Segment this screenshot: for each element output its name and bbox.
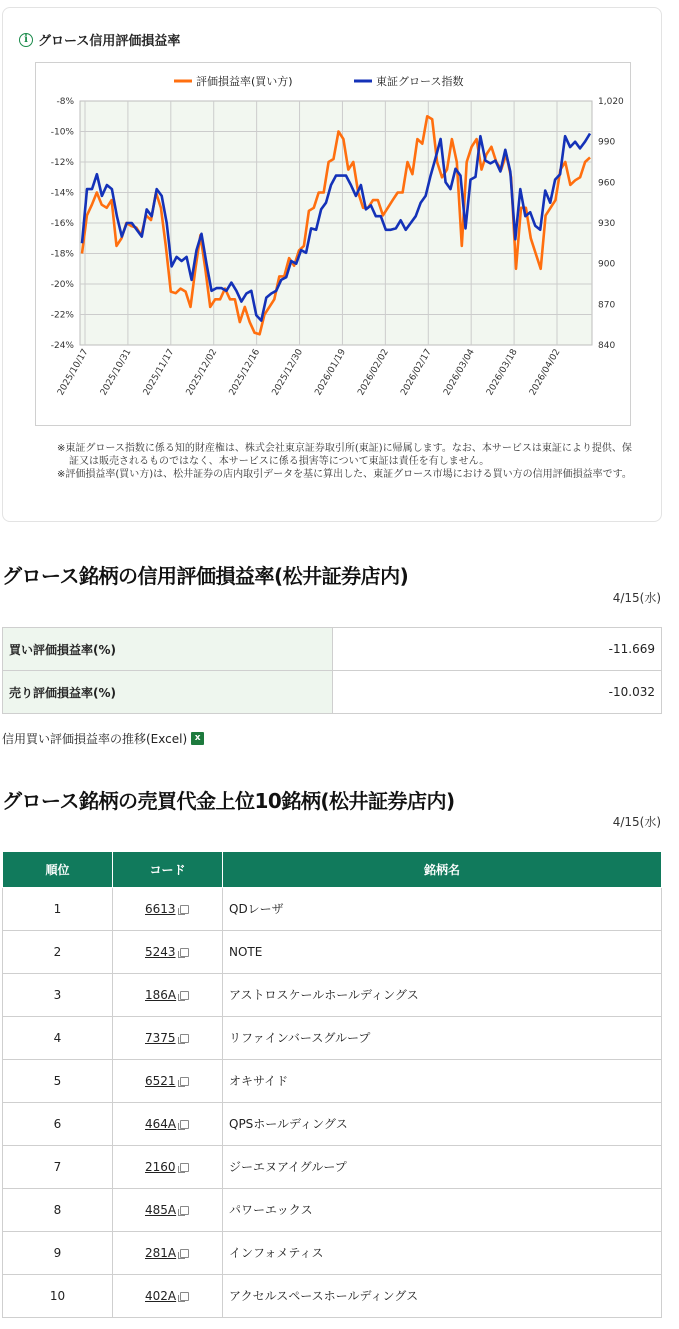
stock-name-cell: ジーエヌアイグループ: [223, 1145, 662, 1188]
rate-date: 4/15(水): [612, 591, 661, 605]
y-right-tick-label: 930: [598, 219, 616, 229]
chart-notes: [57, 442, 637, 481]
header-code: コード: [113, 852, 223, 887]
y-left-tick-label: -10%: [50, 127, 74, 138]
copy-icon[interactable]: [180, 991, 189, 1000]
legend-label-1: 評価損益率(買い方): [196, 75, 293, 88]
sell-rate-value: -10.032: [333, 671, 662, 714]
ranking-body: [3, 887, 662, 1317]
rank-cell: 3: [3, 973, 113, 1016]
y-left-tick-label: -8%: [56, 97, 74, 107]
rank-date: 4/15(水): [612, 815, 661, 829]
x-tick-label: 2025/12/02: [184, 347, 220, 398]
x-tick-label: 2025/10/17: [56, 347, 91, 398]
buy-rate-value: -11.669: [333, 628, 662, 671]
x-tick-label: 2026/03/18: [485, 347, 520, 398]
x-tick-label: 2026/01/19: [313, 347, 349, 398]
y-right-tick-label: 840: [598, 341, 616, 351]
rank-cell: 2: [3, 930, 113, 973]
y-left-tick-label: -16%: [50, 219, 74, 229]
x-tick-label: 2026/04/02: [528, 347, 563, 398]
stock-code-link[interactable]: 281A: [145, 1245, 177, 1260]
x-tick-label: 2025/10/31: [98, 347, 134, 398]
rate-section-title: グロース銘柄の信用評価損益率(松井証券店内): [2, 564, 409, 588]
code-cell: [113, 1059, 223, 1102]
stock-name-cell: アストロスケールホールディングス: [223, 973, 662, 1016]
copy-icon[interactable]: [180, 1249, 189, 1258]
y-right-tick-label: 990: [598, 137, 616, 148]
rank-cell: 9: [3, 1231, 113, 1274]
x-tick-label: 2025/12/30: [270, 347, 306, 398]
table-row: [3, 1188, 662, 1231]
excel-download-link[interactable]: [2, 730, 204, 747]
stock-name-cell: QDレーザ: [223, 887, 662, 930]
y-right-tick-label: 1,020: [598, 97, 624, 107]
table-row: [3, 887, 662, 930]
stock-name-cell: インフォメティス: [223, 1231, 662, 1274]
table-row: [3, 1059, 662, 1102]
rank-cell: 6: [3, 1102, 113, 1145]
table-row: [3, 1145, 662, 1188]
table-row: [3, 1016, 662, 1059]
code-cell: [113, 1145, 223, 1188]
stock-code-link[interactable]: 6613: [145, 901, 176, 916]
chart-note-2: ※評価損益率(買い方)は、松井証券の店内取引データを基に算出した、東証グロース市場における買い方の信用評価損益率です。: [57, 469, 632, 480]
copy-icon[interactable]: [180, 1163, 189, 1172]
rate-table: [2, 627, 662, 714]
rank-cell: 10: [3, 1274, 113, 1317]
code-cell: [113, 1274, 223, 1317]
y-left-tick-label: -20%: [50, 280, 74, 290]
chart-frame: [35, 62, 631, 426]
stock-code-link[interactable]: 402A: [145, 1288, 177, 1303]
copy-icon[interactable]: [180, 905, 189, 914]
header-name: 銘柄名: [223, 852, 662, 887]
stock-code-link[interactable]: 5243: [145, 944, 176, 959]
ranking-table: [2, 852, 662, 1318]
table-row: [3, 628, 662, 671]
y-left-tick-label: -22%: [50, 310, 74, 321]
ranking-header-row: [3, 852, 662, 887]
stock-code-link[interactable]: 186A: [145, 987, 177, 1002]
copy-icon[interactable]: [180, 1206, 189, 1215]
rank-cell: 7: [3, 1145, 113, 1188]
rank-section-title: グロース銘柄の売買代金上位10銘柄(松井証券店内): [2, 789, 455, 813]
y-left-tick-label: -14%: [50, 188, 74, 199]
x-tick-label: 2025/12/16: [227, 347, 263, 398]
x-tick-label: 2026/02/17: [399, 347, 434, 398]
y-right-tick-label: 900: [598, 259, 616, 270]
rank-cell: 4: [3, 1016, 113, 1059]
x-tick-label: 2025/11/17: [141, 347, 177, 398]
copy-icon[interactable]: [180, 1034, 189, 1043]
y-left-tick-label: -18%: [50, 249, 74, 260]
stock-name-cell: アクセルスペースホールディングス: [223, 1274, 662, 1317]
table-row: [3, 930, 662, 973]
chart-card-title-text: グロース信用評価損益率: [38, 34, 181, 49]
stock-code-link[interactable]: 6521: [145, 1073, 176, 1088]
stock-name-cell: NOTE: [223, 930, 662, 973]
table-row: [3, 671, 662, 714]
buy-rate-label: 買い評価損益率(%): [3, 628, 333, 671]
stock-name-cell: リファインバースグループ: [223, 1016, 662, 1059]
rank-cell: 5: [3, 1059, 113, 1102]
table-row: [3, 1231, 662, 1274]
copy-icon[interactable]: [180, 948, 189, 957]
rank-cell: 8: [3, 1188, 113, 1231]
table-row: [3, 1102, 662, 1145]
rank-cell: 1: [3, 887, 113, 930]
code-cell: [113, 1016, 223, 1059]
stock-code-link[interactable]: 485A: [145, 1202, 177, 1217]
code-cell: [113, 1102, 223, 1145]
copy-icon[interactable]: [180, 1077, 189, 1086]
header-rank: 順位: [3, 852, 113, 887]
stock-name-cell: パワーエックス: [223, 1188, 662, 1231]
chart-card-title: [19, 30, 180, 49]
stock-code-link[interactable]: 464A: [145, 1116, 177, 1131]
copy-icon[interactable]: [180, 1120, 189, 1129]
x-tick-label: 2026/02/02: [356, 347, 391, 398]
stock-code-link[interactable]: 7375: [145, 1030, 176, 1045]
excel-icon[interactable]: x: [191, 732, 204, 745]
y-right-tick-label: 960: [598, 178, 616, 189]
code-cell: [113, 887, 223, 930]
excel-link-label[interactable]: 信用買い評価損益率の推移(Excel): [2, 732, 188, 746]
code-cell: [113, 930, 223, 973]
y-left-tick-label: -12%: [50, 158, 74, 168]
info-icon[interactable]: i: [19, 33, 33, 47]
sell-rate-label: 売り評価損益率(%): [3, 671, 333, 714]
x-tick-label: 2026/03/04: [442, 347, 477, 398]
y-right-tick-label: 870: [598, 300, 616, 311]
stock-name-cell: QPSホールディングス: [223, 1102, 662, 1145]
code-cell: [113, 973, 223, 1016]
chart-card: [2, 7, 662, 522]
legend-label-2: 東証グロース指数: [376, 75, 464, 88]
copy-icon[interactable]: [180, 1292, 189, 1301]
table-row: [3, 1274, 662, 1317]
code-cell: [113, 1188, 223, 1231]
chart-note-1: ※東証グロース指数に係る知的財産権は、株式会社東京証券取引所(東証)に帰属します。なお、本サービスは東証により提供、保証又は販売されるものではなく、本サービスに係る損害等について東証は責任を有しません。: [57, 443, 632, 467]
table-row: [3, 973, 662, 1016]
line-chart: [36, 63, 632, 427]
stock-name-cell: オキサイド: [223, 1059, 662, 1102]
code-cell: [113, 1231, 223, 1274]
stock-code-link[interactable]: 2160: [145, 1159, 176, 1174]
y-left-tick-label: -24%: [50, 341, 74, 351]
